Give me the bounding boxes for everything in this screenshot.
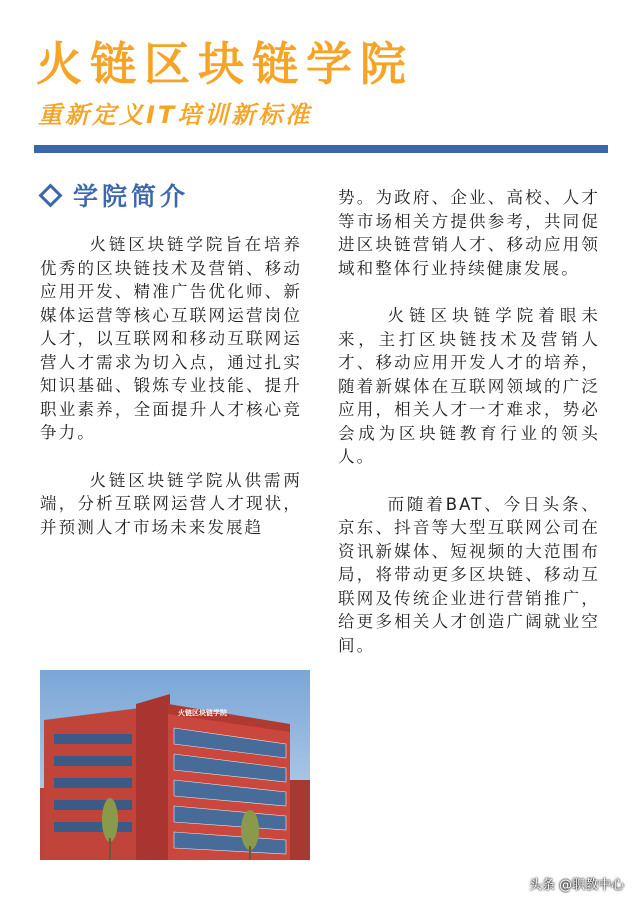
main-title: 火链区块链学院 [36,37,414,91]
intro-paragraph-2: 火链区块链学院从供需两端，分析互联网运营人才现状，并预测人才市场未来发展趋 [40,470,302,537]
building-sign-text: 火链区块链学院 [178,709,227,717]
intro-paragraph-2-continued: 势。为政府、企业、高校、人才等市场相关方提供参考，共同促进区块链营销人才、移动应用领域和整体行业持续健康发展。 [338,188,600,278]
watermark: 头条 @职教中心 [528,878,624,893]
intro-paragraph-3: 火链区块链学院着眼未来，主打区块链技术及营销人才、移动应用开发人才的培养，随着新媒体在互联网领域的广泛应用，相关人才一才难求，势必会成为区块链教育行业的领头人。 [338,306,600,466]
right-text-column [338,186,600,657]
intro-paragraph-1: 火链区块链学院旨在培养优秀的区块链技术及营销、移动应用开发、精准广告优化师、新媒体运营等核心互联网运营岗位人才，以互联网和移动互联网运营人才需求为切入点，通过扎实知识基础、锻炼专业技能、提升职业素养，全面提升人才核心竞争力。 [40,235,302,442]
diamond-icon [38,183,62,207]
subtitle: 重新定义IT培训新标准 [38,101,313,129]
campus-building-photo [40,670,310,860]
section-title: 学院简介 [73,182,190,211]
left-text-column [40,233,302,539]
section-heading [38,177,189,213]
intro-paragraph-4: 而随着BAT、今日头条、京东、抖音等大型互联网公司在资讯新媒体、短视频的大范围布局，将带动更多区块链、移动互联网及传统企业进行营销推广，给更多相关人才创造广阔就业空间。 [338,494,600,655]
header-divider-bar [34,145,608,153]
